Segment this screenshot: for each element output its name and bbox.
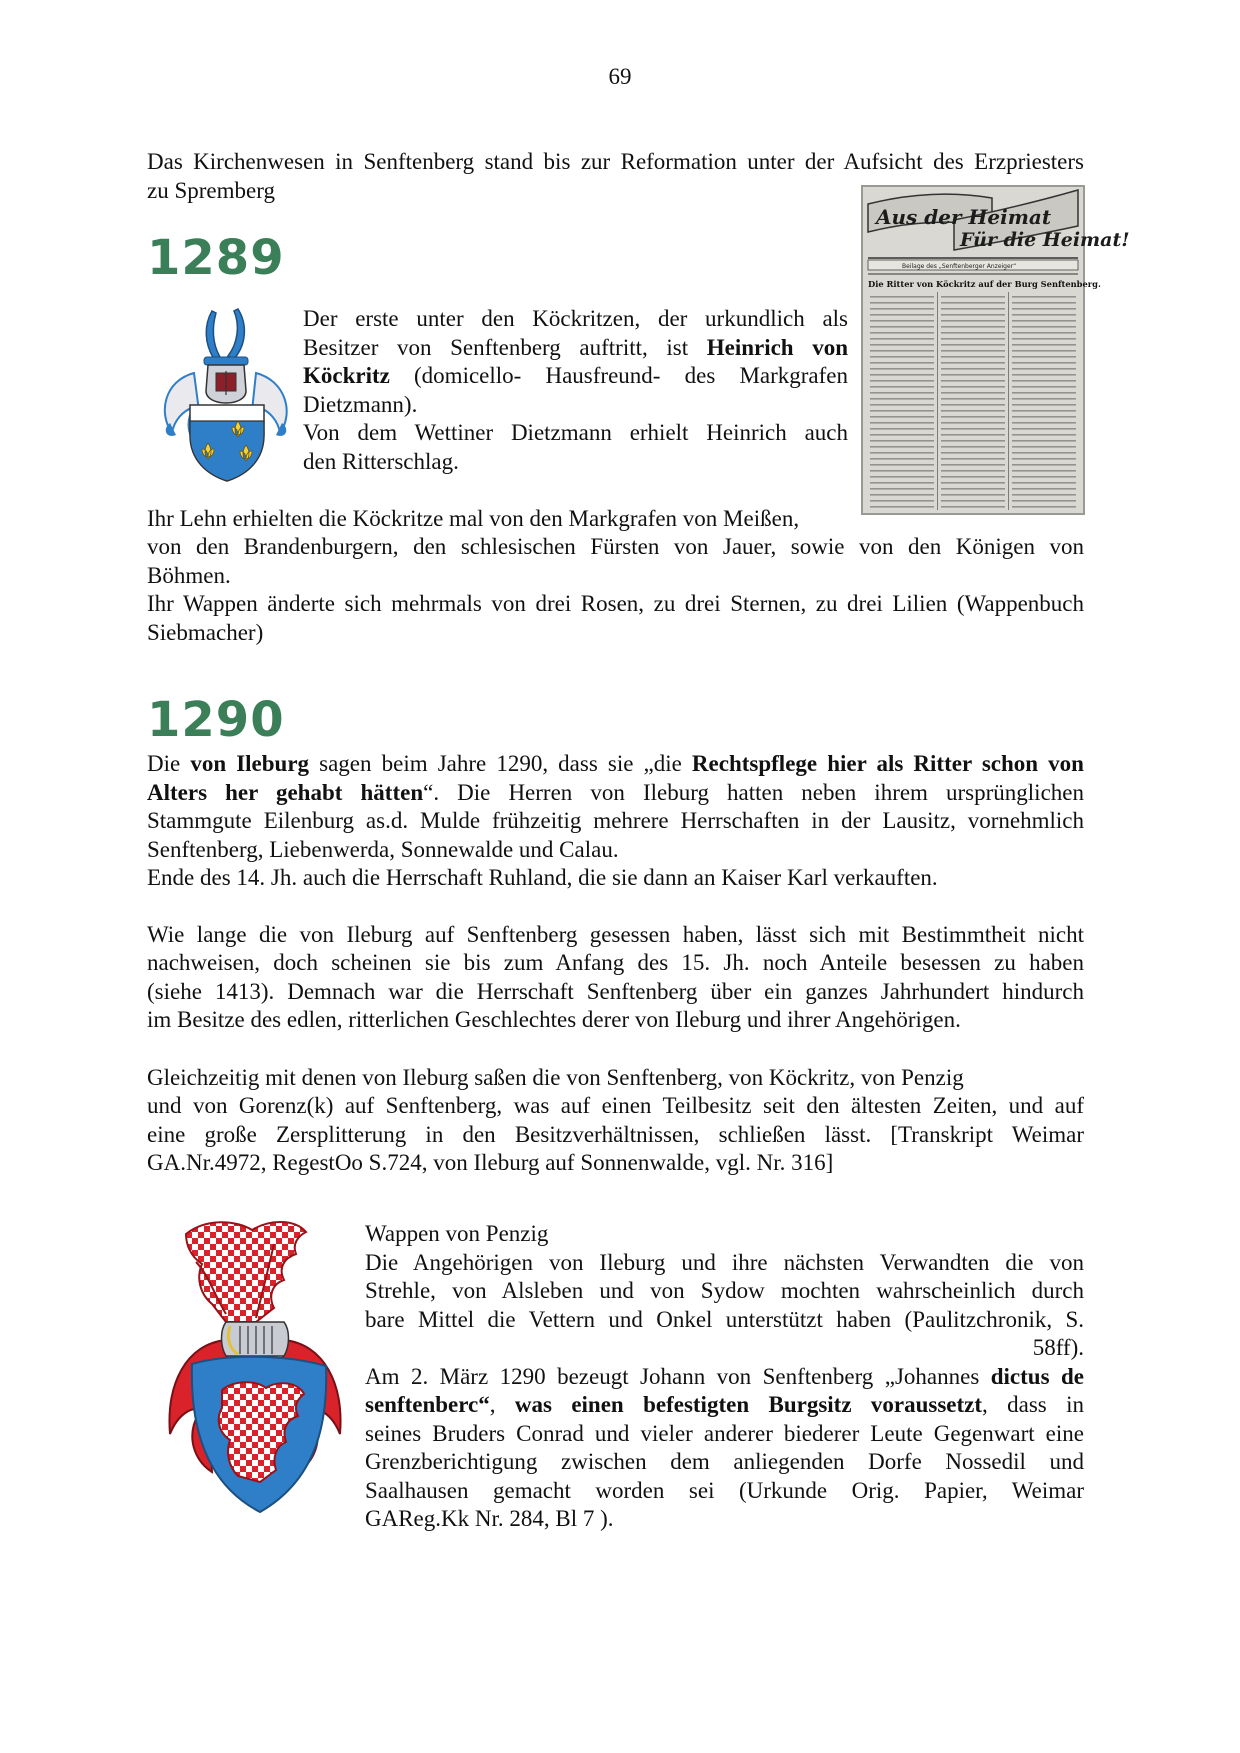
para-1290-line-1: Die von Ileburg sagen beim Jahre 1290, dass sie „die Rechtspflege hier als Ritter schon von [147, 751, 1084, 776]
penzig-line-1: Die Angehörigen von Ileburg und ihre nächsten Verwandten die von [365, 1250, 1084, 1275]
para-1289-line-5: Von dem Wettiner Dietzmann erhielt Heinrich auch [303, 420, 848, 445]
penzig-line-6: senftenberc“, was einen befestigten Burgsitz voraussetzt, dass in [365, 1392, 1085, 1417]
penzig-line-8: Grenzberichtigung zwischen dem anliegenden Dorfe Nossedil und [365, 1449, 1084, 1474]
para-1289-line-3: Köckritz (domicello- Hausfreund- des Markgrafen [303, 363, 848, 388]
penzig-line-9: Saalhausen gemacht worden sei (Urkunde Orig. Papier, Weimar [365, 1478, 1084, 1503]
para-1290-line-4: Senftenberg, Liebenwerda, Sonnewalde und Calau. [147, 837, 619, 862]
para-1289-line-1: Der erste unter den Köckritzen, der urkundlich als [303, 306, 848, 331]
penzig-line-7: seines Bruders Conrad und vieler anderer biederer Leute Gegenwart eine [365, 1421, 1084, 1446]
para-1289-line-4: Dietzmann). [303, 392, 418, 417]
para-1289b-line-2: von den Brandenburgern, den schlesischen Fürsten von Jauer, sowie von den Königen von [147, 534, 1084, 559]
para-1289b-line-3: Böhmen. [147, 563, 231, 588]
penzig-line-3: bare Mittel die Vettern und Onkel unterstützt haben (Paulitzchronik, S. [365, 1307, 1084, 1332]
para-1290c-line-2: und von Gorenz(k) auf Senftenberg, was auf einen Teilbesitz seit den ältesten Zeiten, und auf [147, 1093, 1084, 1118]
year-heading-1289: 1289 [147, 230, 285, 286]
para-1289b-line-5: Siebmacher) [147, 620, 264, 645]
para-1290b-line-3: (siehe 1413). Demnach war die Herrschaft Senftenberg über ein ganzes Jahrhundert hindurch [147, 979, 1084, 1004]
newspaper-headline: Die Ritter von Köckritz auf der Burg Senftenberg. [868, 279, 1101, 289]
para-1290c-line-1: Gleichzeitig mit denen von Ileburg saßen die von Senftenberg, von Köckritz, von Penzig [147, 1065, 964, 1090]
para-1290c-line-3: eine große Zersplitterung in den Besitzverhältnissen, schließen lässt. [Transkript Weimar [147, 1122, 1084, 1147]
newspaper-masthead-1: Aus der Heimat [876, 205, 1052, 229]
penzig-line-4: 58ff). [1032, 1335, 1084, 1360]
newspaper-issue-line: Beilage des „Senftenberger Anzeiger“ [902, 263, 1017, 270]
penzig-caption: Wappen von Penzig [365, 1221, 549, 1246]
page-number: 69 [608, 64, 632, 89]
kockritz-coat-of-arms-image [154, 303, 299, 483]
penzig-line-10: GAReg.Kk Nr. 284, Bl 7 ). [365, 1506, 614, 1531]
para-1290b-line-2: nachweisen, doch scheinen sie bis zum Anfang des 15. Jh. noch Anteile besessen zu haben [147, 950, 1084, 975]
para-1290-line-5: Ende des 14. Jh. auch die Herrschaft Ruhland, die sie dann an Kaiser Karl verkauften. [147, 865, 938, 890]
intro-line-2: zu Spremberg [147, 178, 275, 203]
penzig-line-5: Am 2. März 1290 bezeugt Johann von Senftenberg „Johannes dictus de [365, 1364, 1084, 1389]
intro-line-1: Das Kirchenwesen in Senftenberg stand bis zur Reformation unter der Aufsicht des Erzpriesters [147, 149, 1084, 174]
para-1290c-line-4: GA.Nr.4972, RegestOo S.724, von Ileburg auf Sonnenwalde, vgl. Nr. 316] [147, 1150, 834, 1175]
para-1289b-line-1: Ihr Lehn erhielten die Köckritze mal von den Markgrafen von Meißen, [147, 506, 800, 531]
penzig-coat-of-arms-image [156, 1214, 354, 1516]
newspaper-masthead-2: Für die Heimat! [960, 229, 1130, 251]
para-1290b-line-4: im Besitze des edlen, ritterlichen Geschlechtes derer von Ileburg und ihrer Angehörigen. [147, 1007, 961, 1032]
para-1289-line-2: Besitzer von Senftenberg auftritt, ist Heinrich von [303, 335, 849, 360]
para-1289b-line-4: Ihr Wappen änderte sich mehrmals von drei Rosen, zu drei Sternen, zu drei Lilien (Wappenbuch [147, 591, 1084, 616]
year-heading-1290: 1290 [147, 692, 285, 748]
para-1289-line-6: den Ritterschlag. [303, 449, 459, 474]
para-1290b-line-1: Wie lange die von Ileburg auf Senftenberg gesessen haben, lässt sich mit Bestimmtheit nicht [147, 922, 1084, 947]
para-1290-line-2: Alters her gehabt hätten“. Die Herren von Ileburg hatten neben ihrem ursprünglichen [147, 780, 1084, 805]
newspaper-clipping-image [862, 186, 1130, 514]
para-1290-line-3: Stammgute Eilenburg as.d. Mulde frühzeitig mehrere Herrschaften in der Lausitz, vornehmlich [147, 808, 1084, 833]
penzig-line-2: Strehle, von Alsleben und von Sydow mochten wahrscheinlich durch [365, 1278, 1084, 1303]
